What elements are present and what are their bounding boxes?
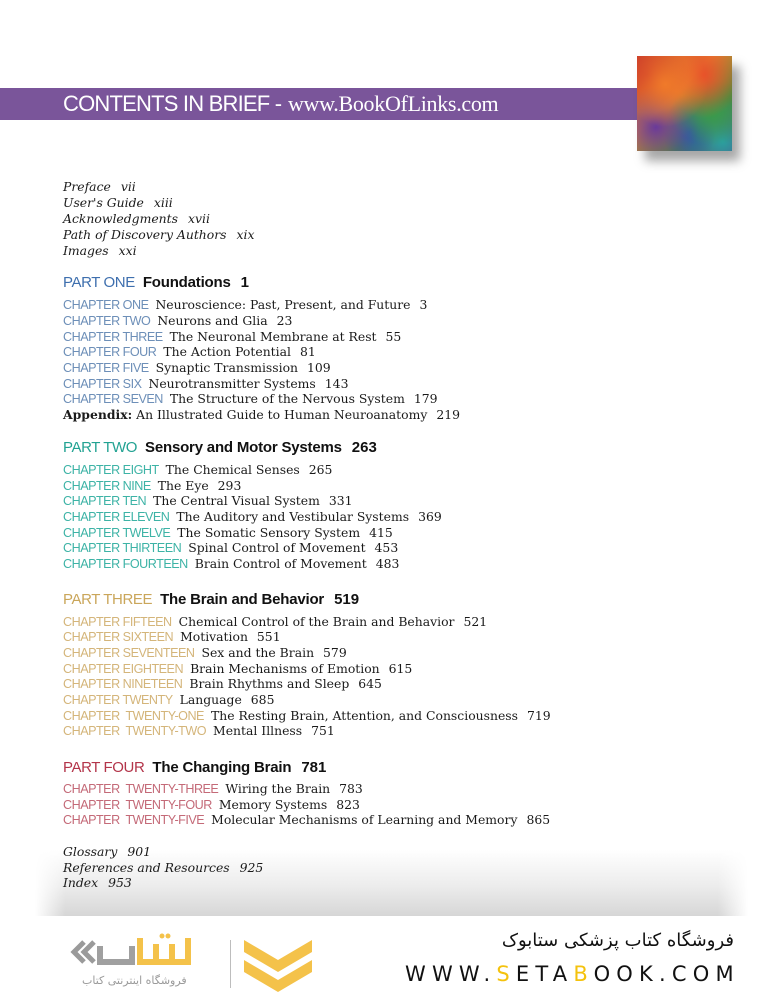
- chapter-row[interactable]: [63, 629, 281, 645]
- toc-item-title: User's Guide: [63, 195, 144, 210]
- chapter-label: CHAPTER TWENTY-ONE: [63, 709, 204, 723]
- toc-front-item[interactable]: [63, 195, 173, 211]
- part-heading-one[interactable]: [63, 272, 249, 293]
- part-heading-four[interactable]: [63, 757, 326, 778]
- chapter-label: CHAPTER NINE: [63, 479, 151, 493]
- chapter-title: The Central Visual System: [153, 493, 320, 508]
- chapter-page: 143: [324, 376, 349, 391]
- chapter-label: CHAPTER SIX: [63, 377, 142, 391]
- chapter-page: 615: [388, 661, 413, 676]
- chapter-title: The Resting Brain, Attention, and Consciousness: [210, 708, 519, 723]
- chapter-label: CHAPTER TWELVE: [63, 526, 171, 540]
- chapter-row[interactable]: [63, 812, 550, 828]
- chapter-row[interactable]: [63, 462, 332, 478]
- chapter-label: CHAPTER TEN: [63, 494, 147, 508]
- chapter-label: CHAPTER ELEVEN: [63, 510, 170, 524]
- toc-item-title: References and Resources: [63, 860, 230, 875]
- chapter-page: 23: [276, 313, 293, 328]
- url-accent-letter: S: [496, 962, 516, 986]
- page-title: [63, 90, 499, 116]
- toc-front-item[interactable]: [63, 179, 136, 195]
- chapter-title: Sex and the Brain: [201, 645, 315, 660]
- toc-item-title: Preface: [63, 179, 111, 194]
- chapter-page: 109: [307, 360, 331, 375]
- chapter-label: CHAPTER SIXTEEN: [63, 630, 174, 644]
- toc-item-page: xix: [236, 227, 255, 242]
- logo-tagline: فروشگاه اینترنتی کتاب: [82, 974, 187, 987]
- chapter-page: 685: [250, 692, 275, 707]
- chapter-page: 265: [308, 462, 333, 477]
- chapter-page: 719: [527, 708, 551, 723]
- toc-back-item[interactable]: [63, 860, 263, 876]
- chapter-row[interactable]: [63, 708, 551, 724]
- chapter-page: 483: [375, 556, 400, 571]
- logo-divider: [230, 940, 231, 988]
- toc-item-title: Index: [63, 875, 99, 890]
- toc-item-page: 925: [239, 860, 264, 875]
- chapter-title: The Chemical Senses: [165, 462, 300, 477]
- chapter-title: Language: [179, 692, 242, 707]
- contents-title-bar: [0, 88, 638, 120]
- chapter-label: CHAPTER FOURTEEN: [63, 557, 188, 571]
- title-website: www.BookOfLinks.com: [287, 90, 499, 116]
- chapter-page: 823: [336, 797, 360, 812]
- url-part: ETA: [515, 962, 574, 986]
- part-page: 1: [240, 274, 249, 291]
- chapter-row[interactable]: [63, 797, 360, 813]
- chapter-title: Synaptic Transmission: [155, 360, 299, 375]
- chapter-page: 293: [217, 478, 242, 493]
- chapter-title: The Auditory and Vestibular Systems: [176, 509, 410, 524]
- chapter-title: The Eye: [157, 478, 209, 493]
- chapter-row[interactable]: [63, 723, 335, 739]
- chapter-label: CHAPTER SEVEN: [63, 392, 163, 406]
- chapter-title: The Somatic Sensory System: [177, 525, 361, 540]
- chapter-page: 3: [419, 297, 428, 312]
- chapter-title: The Action Potential: [163, 344, 291, 359]
- chapter-title: Neurons and Glia: [157, 313, 268, 328]
- chapter-label: CHAPTER TWO: [63, 314, 151, 328]
- chapter-page: 331: [328, 493, 353, 508]
- chapter-label: CHAPTER EIGHTEEN: [63, 662, 184, 676]
- part-title: Foundations: [142, 274, 231, 291]
- part-heading-two[interactable]: [63, 437, 377, 458]
- setabook-chevron-emblem-icon: [242, 938, 314, 992]
- chapter-label: CHAPTER ONE: [63, 298, 149, 312]
- chapter-page: 551: [256, 629, 281, 644]
- chapter-label: CHAPTER TWENTY: [63, 693, 173, 707]
- chapter-row[interactable]: [63, 676, 382, 692]
- chapter-row[interactable]: [63, 509, 442, 525]
- toc-back-item[interactable]: [63, 844, 151, 860]
- chapter-label: CHAPTER FOUR: [63, 345, 157, 359]
- chapter-title: Memory Systems: [218, 797, 328, 812]
- setabook-logo: [70, 932, 310, 992]
- toc-item-title: Glossary: [63, 844, 118, 859]
- part-title: Sensory and Motor Systems: [145, 439, 342, 456]
- book-cover-thumbnail: [637, 56, 732, 151]
- chapter-title: Wiring the Brain: [225, 781, 331, 796]
- chapter-title: The Structure of the Nervous System: [169, 391, 405, 406]
- chapter-label: CHAPTER FIFTEEN: [63, 615, 172, 629]
- chapter-title: Motivation: [180, 629, 248, 644]
- chapter-title: Chemical Control of the Brain and Behavior: [178, 614, 455, 629]
- chapter-row[interactable]: [63, 540, 398, 556]
- store-name-persian: فروشگاه کتاب پزشکی ستابوک: [501, 930, 734, 951]
- chapter-label: CHAPTER EIGHT: [63, 463, 159, 477]
- chapter-page: 55: [385, 329, 402, 344]
- chapter-row[interactable]: [63, 614, 487, 630]
- chapter-title: Neuroscience: Past, Present, and Future: [155, 297, 411, 312]
- toc-item-page: xiii: [153, 195, 173, 210]
- toc-item-page: xxi: [118, 243, 137, 258]
- chapter-title: Brain Control of Movement: [194, 556, 367, 571]
- chapter-page: 645: [358, 676, 382, 691]
- toc-item-page: xvii: [188, 211, 210, 226]
- part-label: PART TWO: [63, 439, 138, 456]
- part-label: PART THREE: [63, 591, 153, 608]
- chapter-label: CHAPTER SEVENTEEN: [63, 646, 195, 660]
- chapter-row[interactable]: [63, 391, 437, 407]
- chapter-title: Neurotransmitter Systems: [148, 376, 316, 391]
- appendix-title: An Illustrated Guide to Human Neuroanatomy: [136, 407, 428, 422]
- toc-item-page: 953: [108, 875, 132, 890]
- part-label: PART FOUR: [63, 759, 145, 776]
- chapter-row[interactable]: [63, 661, 412, 677]
- chapter-row[interactable]: [63, 781, 363, 797]
- chapter-row[interactable]: [63, 344, 316, 360]
- chapter-label: CHAPTER THREE: [63, 330, 163, 344]
- chapter-page: 865: [526, 812, 551, 827]
- chapter-label: CHAPTER TWENTY-FOUR: [63, 798, 212, 812]
- chapter-label: CHAPTER TWENTY-TWO: [63, 724, 207, 738]
- chapter-row[interactable]: [63, 360, 331, 376]
- toc-front-item[interactable]: [63, 243, 137, 259]
- toc-item-page: vii: [120, 179, 136, 194]
- toc-back-item[interactable]: [63, 875, 132, 891]
- toc-item-title: Images: [63, 243, 109, 258]
- chapter-label: CHAPTER THIRTEEN: [63, 541, 182, 555]
- url-accent-letter: B: [573, 962, 594, 986]
- toc-item-title: Path of Discovery Authors: [63, 227, 227, 242]
- chapter-page: 751: [311, 723, 335, 738]
- chapter-row[interactable]: [63, 313, 292, 329]
- appendix-page: 219: [436, 407, 461, 422]
- part-title: The Brain and Behavior: [160, 591, 325, 608]
- chapter-label: CHAPTER TWENTY-FIVE: [63, 813, 205, 827]
- chapter-page: 783: [339, 781, 363, 796]
- chapter-label: CHAPTER FIVE: [63, 361, 149, 375]
- chapter-label: CHAPTER TWENTY-THREE: [63, 782, 219, 796]
- toc-item-title: Acknowledgments: [63, 211, 179, 226]
- chapter-row[interactable]: [63, 478, 241, 494]
- chapter-page: 81: [299, 344, 316, 359]
- part-label: PART ONE: [63, 274, 135, 291]
- chapter-row[interactable]: [63, 692, 274, 708]
- chapter-title: Molecular Mechanisms of Learning and Memory: [211, 812, 518, 827]
- part-title: The Changing Brain: [152, 759, 292, 776]
- chapter-row[interactable]: [63, 645, 347, 661]
- chapter-page: 415: [369, 525, 393, 540]
- appendix-row[interactable]: [63, 407, 460, 423]
- chapter-row[interactable]: [63, 493, 353, 509]
- chapter-row[interactable]: [63, 329, 401, 345]
- part-heading-three[interactable]: [63, 589, 359, 610]
- part-page: 519: [334, 591, 360, 608]
- chapter-page: 179: [413, 391, 438, 406]
- chapter-title: Brain Rhythms and Sleep: [189, 676, 350, 691]
- chapter-row[interactable]: [63, 525, 393, 541]
- chapter-row[interactable]: [63, 297, 427, 313]
- url-part: WWW.: [405, 962, 497, 986]
- chapter-title: Brain Mechanisms of Emotion: [190, 661, 380, 676]
- chapter-row[interactable]: [63, 556, 399, 572]
- chapter-title: The Neuronal Membrane at Rest: [169, 329, 377, 344]
- toc-front-item[interactable]: [63, 227, 254, 243]
- chapter-page: 521: [463, 614, 488, 629]
- part-page: 781: [301, 759, 327, 776]
- chapter-page: 453: [374, 540, 399, 555]
- chapter-page: 579: [323, 645, 347, 660]
- chapter-page: 369: [418, 509, 442, 524]
- title-label: CONTENTS IN BRIEF -: [63, 90, 282, 116]
- chapter-title: Mental Illness: [213, 723, 303, 738]
- url-part: OOK.COM: [593, 962, 740, 986]
- toc-front-item[interactable]: [63, 211, 210, 227]
- chapter-label: CHAPTER NINETEEN: [63, 677, 183, 691]
- part-page: 263: [351, 439, 377, 456]
- chapter-row[interactable]: [63, 376, 348, 392]
- store-website-url[interactable]: [405, 962, 740, 986]
- setabook-wordmark-icon: [70, 932, 230, 974]
- appendix-label: Appendix:: [63, 407, 133, 422]
- toc-item-page: 901: [127, 844, 152, 859]
- chapter-title: Spinal Control of Movement: [188, 540, 366, 555]
